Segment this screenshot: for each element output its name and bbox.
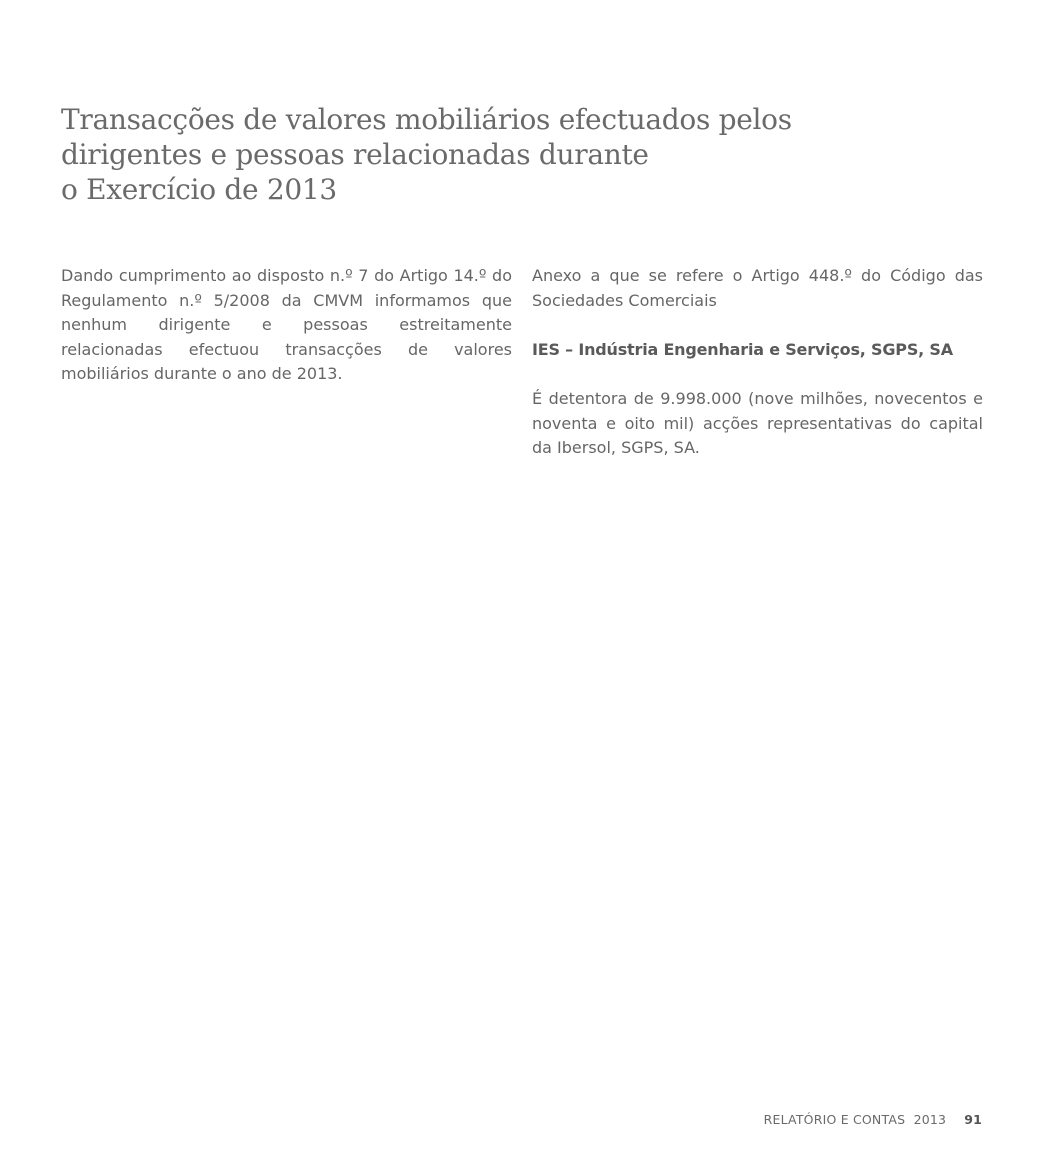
- page-title-line-2: dirigentes e pessoas relacionadas durante: [61, 138, 649, 171]
- page-footer: [764, 1112, 982, 1127]
- report-name: RELATÓRIO E CONTAS 2013: [763, 1112, 947, 1127]
- page-number: 91: [964, 1112, 982, 1127]
- cmvm-statement-paragraph: Dando cumprimento ao disposto n.º 7 do Artigo 14.º do Regulamento n.º 5/2008 da CMVM informamos que nenhum dirigente e pessoas estreitamente relacionadas efectuou transacções de valores mobiliários durante o ano de 2013.: [61, 266, 512, 384]
- company-heading: IES – Indústria Engenharia e Serviços, SGPS, SA: [532, 339, 953, 359]
- right-column: [532, 264, 983, 461]
- shareholding-paragraph: É detentora de 9.998.000 (nove milhões, novecentos e noventa e oito mil) acções representativas do capital da Ibersol, SGPS, SA.: [532, 388, 983, 458]
- annex-intro-paragraph: Anexo a que se refere o Artigo 448.º do Código das Sociedades Comerciais: [532, 266, 983, 310]
- page-title-line-3: o Exercício de 2013: [61, 173, 337, 206]
- left-column: [61, 264, 512, 387]
- page-title-line-1: Transacções de valores mobiliários efectuados pelos: [61, 103, 792, 136]
- page-title: [61, 102, 861, 207]
